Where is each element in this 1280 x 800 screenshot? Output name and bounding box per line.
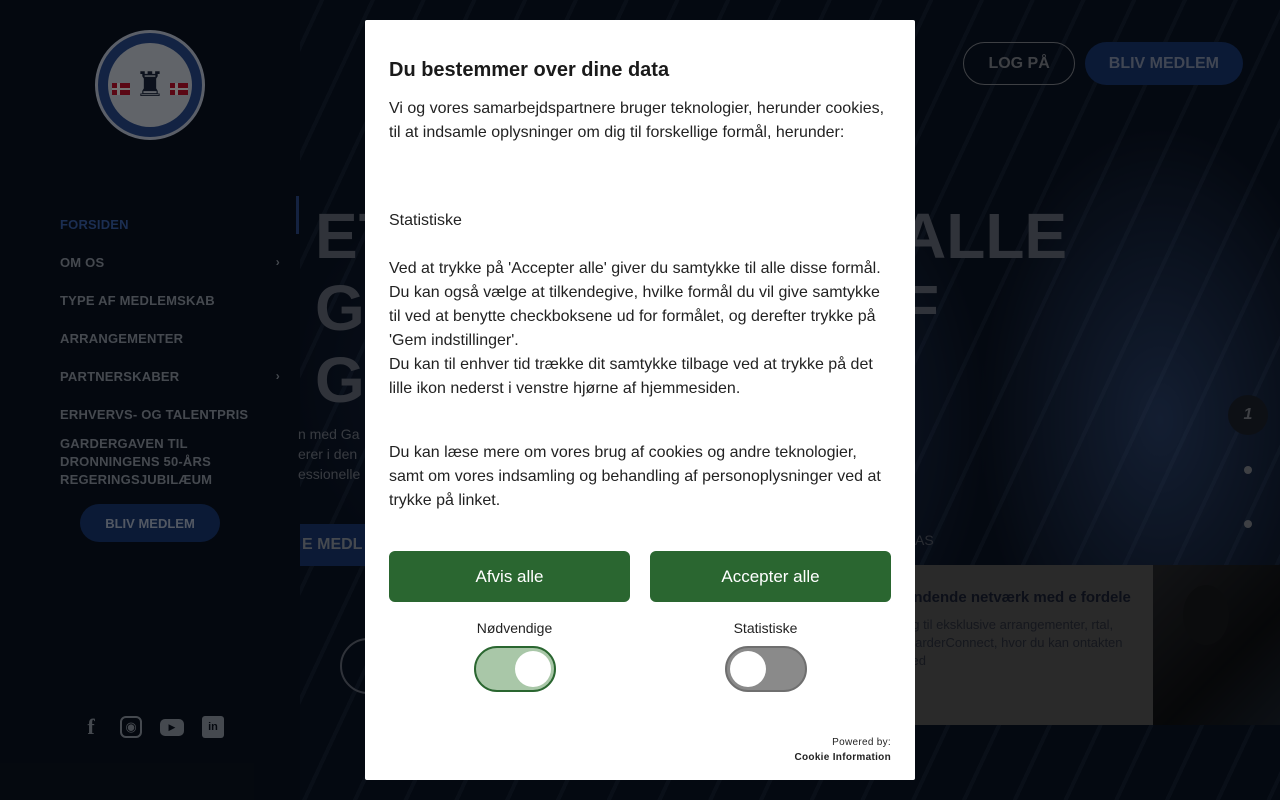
toggle-statistics bbox=[640, 620, 891, 692]
powered-by-link[interactable]: Cookie Information bbox=[794, 752, 891, 763]
toggle-necessary bbox=[389, 620, 640, 692]
toggle-knob bbox=[515, 651, 551, 687]
more-info-text: Du kan læse mere om vores brug af cookies og andre teknologier, samt om vores indsamling og behandling af personoplysninger ved at trykke på linket. bbox=[389, 444, 881, 509]
purpose-text: Statistiske bbox=[389, 212, 462, 229]
toggle-label: Statistiske bbox=[733, 620, 798, 636]
dialog-title: Du bestemmer over dine data bbox=[389, 59, 670, 81]
dialog-actions bbox=[389, 551, 891, 602]
consent-toggles bbox=[389, 620, 891, 692]
toggle-knob bbox=[730, 651, 766, 687]
powered-by-label: Powered by: bbox=[832, 737, 891, 748]
accept-all-button[interactable]: Accepter alle bbox=[650, 551, 891, 602]
withdraw-text: Du kan til enhver tid trække dit samtykke tilbage ved at trykke på det lille ikon nederst i venstre hjørne af hjemmesiden. bbox=[389, 356, 873, 397]
intro-text: Vi og vores samarbejdspartnere bruger teknologier, herunder cookies, til at indsamle oplysninger om dig til forskellige formål, herunder: bbox=[389, 100, 885, 141]
reject-all-button[interactable]: Afvis alle bbox=[389, 551, 630, 602]
powered-by bbox=[794, 735, 891, 765]
necessary-toggle-switch[interactable] bbox=[474, 646, 556, 692]
consent-text: Ved at trykke på 'Accepter alle' giver du samtykke til alle disse formål. Du kan også vælge at tilkendegive, hvilke formål du vil give samtykke til ved at benytte checkboksene ud for formålet, og derefter trykke på 'Gem indstillinger'. bbox=[389, 260, 881, 349]
toggle-label: Nødvendige bbox=[476, 620, 553, 636]
cookie-consent-dialog bbox=[365, 20, 915, 780]
statistics-toggle-switch[interactable] bbox=[725, 646, 807, 692]
dialog-body bbox=[389, 97, 894, 513]
